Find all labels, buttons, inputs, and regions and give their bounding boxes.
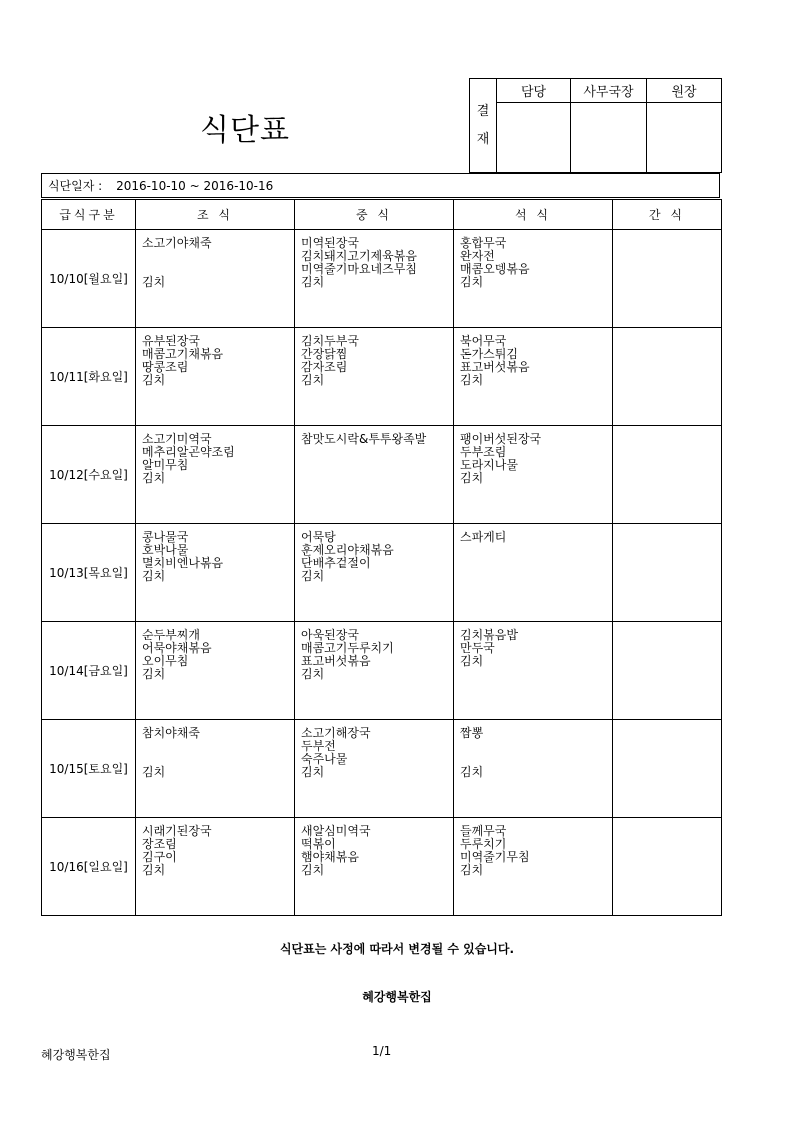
snack-cell	[613, 524, 721, 531]
page-number: 1/1	[372, 1044, 392, 1058]
dinner-cell: 팽이버섯된장국 두부조림 도라지나물 김치	[460, 432, 542, 485]
dinner-cell: 홍합무국 완자전 매콤오뎅볶음 김치	[460, 236, 530, 289]
lunch-cell: 김치두부국 간장닭찜 감자조림 김치	[301, 334, 359, 387]
day-cell: 10/13[목요일]	[42, 524, 136, 622]
period-end: 2016-10-16	[203, 179, 274, 193]
breakfast-cell: 순두부찌개 어묵야채볶음 오이무침 김치	[142, 628, 212, 681]
day-cell: 10/14[금요일]	[42, 622, 136, 720]
header-breakfast: 조 식	[136, 200, 295, 230]
dinner-cell: 김치볶음밥 만두국 김치	[460, 628, 518, 668]
header-dinner: 석 식	[454, 200, 613, 230]
dinner-cell: 북어무국 돈가스튀김 표고버섯볶음 김치	[460, 334, 530, 387]
approval-header-secretary: 사무국장	[571, 79, 647, 103]
header-category: 급식구분	[42, 200, 136, 230]
day-cell: 10/10[월요일]	[42, 230, 136, 328]
period-separator: ~	[189, 179, 200, 193]
breakfast-cell: 콩나물국 호박나물 멸치비엔나볶음 김치	[142, 530, 224, 583]
period-start: 2016-10-10	[116, 179, 186, 193]
table-header-row	[42, 200, 722, 230]
organization-name: 혜강행복한집	[362, 990, 432, 1004]
approval-label	[470, 79, 497, 173]
table-row	[42, 426, 722, 524]
lunch-cell: 아욱된장국 매콤고기두루치기 표고버섯볶음 김치	[301, 628, 394, 681]
snack-cell	[613, 328, 721, 335]
table-row	[42, 818, 722, 916]
breakfast-cell: 소고기미역국 메추리알곤약조림 알미무침 김치	[142, 432, 235, 485]
day-cell: 10/16[일요일]	[42, 818, 136, 916]
snack-cell	[613, 426, 721, 433]
day-cell: 10/11[화요일]	[42, 328, 136, 426]
approval-label-bottom: 재	[476, 131, 490, 147]
dinner-cell: 스파게티	[460, 530, 507, 544]
approval-sign-director	[647, 103, 722, 173]
day-cell: 10/12[수요일]	[42, 426, 136, 524]
approval-header-staff: 담당	[497, 79, 571, 103]
snack-cell	[613, 818, 721, 825]
lunch-cell: 어묵탕 훈제오리야채볶음 단배추겉절이 김치	[301, 530, 394, 583]
footer-organization: 혜강행복한집	[41, 1048, 111, 1062]
header-lunch: 중 식	[295, 200, 454, 230]
approval-box	[469, 78, 722, 173]
change-notice: 식단표는 사정에 따라서 변경될 수 있습니다.	[279, 942, 515, 956]
approval-header-director: 원장	[647, 79, 722, 103]
header-snack: 간 식	[613, 200, 722, 230]
breakfast-cell: 참치야채죽 김치	[142, 726, 200, 779]
lunch-cell: 새알심미역국 떡볶이 햄야채볶음 김치	[301, 824, 371, 877]
snack-cell	[613, 230, 721, 237]
table-row	[42, 720, 722, 818]
dinner-cell: 들께무국 두루치기 미역줄기무침 김치	[460, 824, 530, 877]
breakfast-cell: 유부된장국 매콤고기채볶음 땅콩조림 김치	[142, 334, 224, 387]
lunch-cell: 미역된장국 김치돼지고기제육볶음 미역줄기마요네즈무침 김치	[301, 236, 417, 289]
table-row	[42, 230, 722, 328]
lunch-cell: 소고기해장국 두부전 숙주나물 김치	[301, 726, 371, 779]
dinner-cell: 짬뽕 김치	[460, 726, 484, 779]
approval-sign-secretary	[571, 103, 647, 173]
breakfast-cell: 시래기된장국 장조림 김구이 김치	[142, 824, 212, 877]
document-title: 식단표	[200, 113, 290, 148]
approval-label-top: 결	[476, 103, 490, 119]
meal-table	[41, 199, 722, 916]
day-cell: 10/15[토요일]	[42, 720, 136, 818]
approval-sign-staff	[497, 103, 571, 173]
table-row	[42, 328, 722, 426]
table-row	[42, 622, 722, 720]
period-label: 식단일자 :	[48, 179, 103, 193]
lunch-cell: 참맛도시락&투투왕족발	[301, 432, 427, 446]
table-row	[42, 524, 722, 622]
snack-cell	[613, 622, 721, 629]
snack-cell	[613, 720, 721, 727]
meal-period	[41, 173, 720, 198]
breakfast-cell: 소고기야채죽 김치	[142, 236, 212, 289]
